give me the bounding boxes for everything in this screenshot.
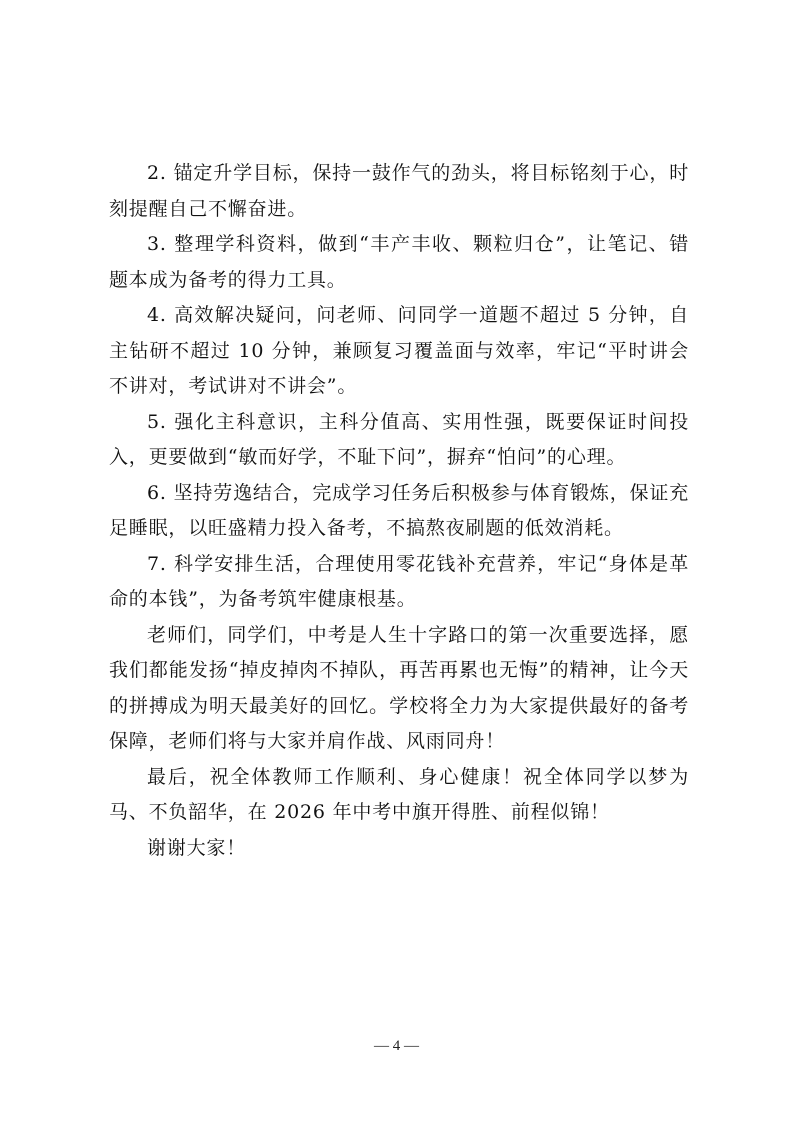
paragraph-blessing: 最后，祝全体教师工作顺利、身心健康！祝全体同学以梦为马、不负韶华，在 2026 年中考中旗开得胜、前程似锦！ [109,765,689,823]
paragraph-item-2: 2. 锚定升学目标，保持一鼓作气的劲头，将目标铭刻于心，时刻提醒自己不懈奋进。 [109,162,689,220]
body-text [109,156,689,866]
paragraph-item-3: 3. 整理学科资料，做到“丰产丰收、颗粒归仓”，让笔记、错题本成为备考的得力工具。 [109,233,689,291]
paragraph-item-4: 4. 高效解决疑问，问老师、问同学一道题不超过 5 分钟，自主钻研不超过 10 分钟，兼顾复习覆盖面与效率，牢记“平时讲会不讲对，考试讲对不讲会”。 [109,304,689,397]
paragraph-thanks: 谢谢大家！ [147,836,247,859]
paragraph-item-7: 7. 科学安排生活，合理使用零花钱补充营养，牢记“身体是革命的本钱”，为备考筑牢健康根基。 [109,552,689,610]
paragraph-closing-appeal: 老师们，同学们，中考是人生十字路口的第一次重要选择，愿我们都能发扬“掉皮掉肉不掉队，再苦再累也无悔”的精神，让今天的拼搏成为明天最美好的回忆。学校将全力为大家提供最好的备考保障，老师们将与大家并肩作战、风雨同舟！ [109,623,689,752]
page-number: — 4 — [374,1038,419,1054]
paragraph-item-6: 6. 坚持劳逸结合，完成学习任务后积极参与体育锻炼，保证充足睡眠，以旺盛精力投入备考，不搞熬夜刷题的低效消耗。 [109,481,689,539]
paragraph-item-5: 5. 强化主科意识，主科分值高、实用性强，既要保证时间投入，更要做到“敏而好学，不耻下问”，摒弃“怕问”的心理。 [109,410,689,468]
